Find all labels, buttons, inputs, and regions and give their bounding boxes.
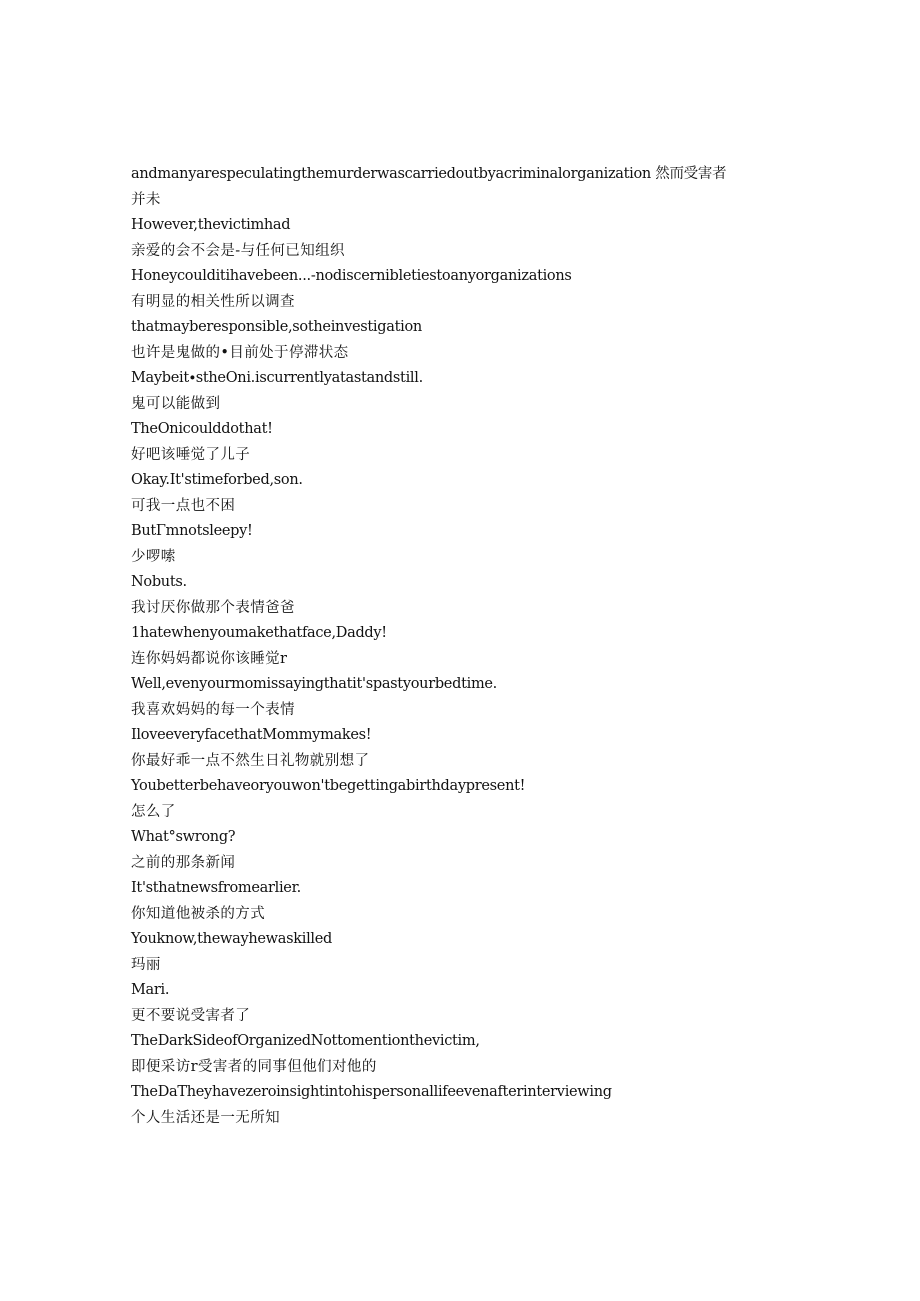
chinese-subtitle-line: 亲爱的会不会是-与任何已知组织 <box>131 242 345 259</box>
english-subtitle-line: 1hatewhenyoumakethatface,Daddy! <box>131 625 387 641</box>
english-subtitle-line: Mari. <box>131 982 170 998</box>
chinese-subtitle-line: 连你妈妈都说你该睡觉r <box>131 650 288 667</box>
chinese-subtitle-line: 之前的那条新闻 <box>131 854 236 871</box>
english-subtitle-line: TheOnicoulddothat! <box>131 421 273 437</box>
english-subtitle-line: However,thevictimhad <box>131 217 291 233</box>
english-subtitle-line: Maybeit∙stheOni.iscurrentlyatastandstill. <box>131 370 423 386</box>
english-subtitle-line: Well,evenyourmomissayingthatit'spastyourbedtime. <box>131 676 497 692</box>
chinese-subtitle-line: 鬼可以能做到 <box>131 395 221 412</box>
chinese-subtitle-line: 好吧该唾觉了儿子 <box>131 446 251 463</box>
chinese-subtitle-line: 我讨厌你做那个表情爸爸 <box>131 599 295 616</box>
english-subtitle-line: TheDaTheyhavezeroinsightintohispersonallifeevenafterinterviewing <box>131 1084 612 1100</box>
chinese-subtitle-line: 你知道他被杀的方式 <box>131 905 266 922</box>
chinese-subtitle-line: 玛丽 <box>131 956 161 973</box>
chinese-subtitle-line: 并未 <box>131 191 161 208</box>
subtitle-transcript <box>131 162 771 1131</box>
english-subtitle-line: TheDarkSideofOrganizedNottomentionthevictim, <box>131 1033 480 1049</box>
chinese-subtitle-line: 怎么了 <box>131 803 176 820</box>
chinese-subtitle-line: 少啰嗦 <box>131 548 176 565</box>
english-subtitle-line: Okay.It'stimeforbed,son. <box>131 472 303 488</box>
chinese-subtitle-line: 你最好乖一点不然生日礼物就别想了 <box>131 752 370 769</box>
chinese-subtitle-line: 也许是鬼做的•目前处于停滞状态 <box>131 344 349 361</box>
chinese-subtitle-line: 个人生活还是一无所知 <box>131 1109 280 1126</box>
chinese-subtitle-line: 可我一点也不困 <box>131 497 236 514</box>
english-subtitle-line: ButΓmnotsleepy! <box>131 523 253 539</box>
english-subtitle-line: Honeycoulditihavebeen...-nodiscernibletiestoanyorganizations <box>131 268 572 284</box>
english-subtitle-line: Nobuts. <box>131 574 187 590</box>
english-subtitle-line: Youknow,thewayhewaskilled <box>131 931 333 947</box>
chinese-subtitle-line: 有明显的相关性所以调查 <box>131 293 295 310</box>
english-subtitle-line: Youbetterbehaveoryouwon'tbegettingabirthdaypresent! <box>131 778 526 794</box>
chinese-subtitle-line: 我喜欢妈妈的每一个表情 <box>131 701 295 718</box>
chinese-subtitle-line: 即便采访r受害者的同事但他们对他的 <box>131 1058 377 1075</box>
english-subtitle-line: What°swrong? <box>131 829 236 845</box>
english-subtitle-line: It'sthatnewsfromearlier. <box>131 880 301 896</box>
english-subtitle-line: andmanyarespeculatingthemurderwascarriedoutbyacriminalorganization 然而受害者 <box>131 166 727 182</box>
chinese-subtitle-line: 更不要说受害者了 <box>131 1007 251 1024</box>
english-subtitle-line: thatmayberesponsible,sotheinvestigation <box>131 319 422 335</box>
english-subtitle-line: IloveeveryfacethatMommymakes! <box>131 727 372 743</box>
